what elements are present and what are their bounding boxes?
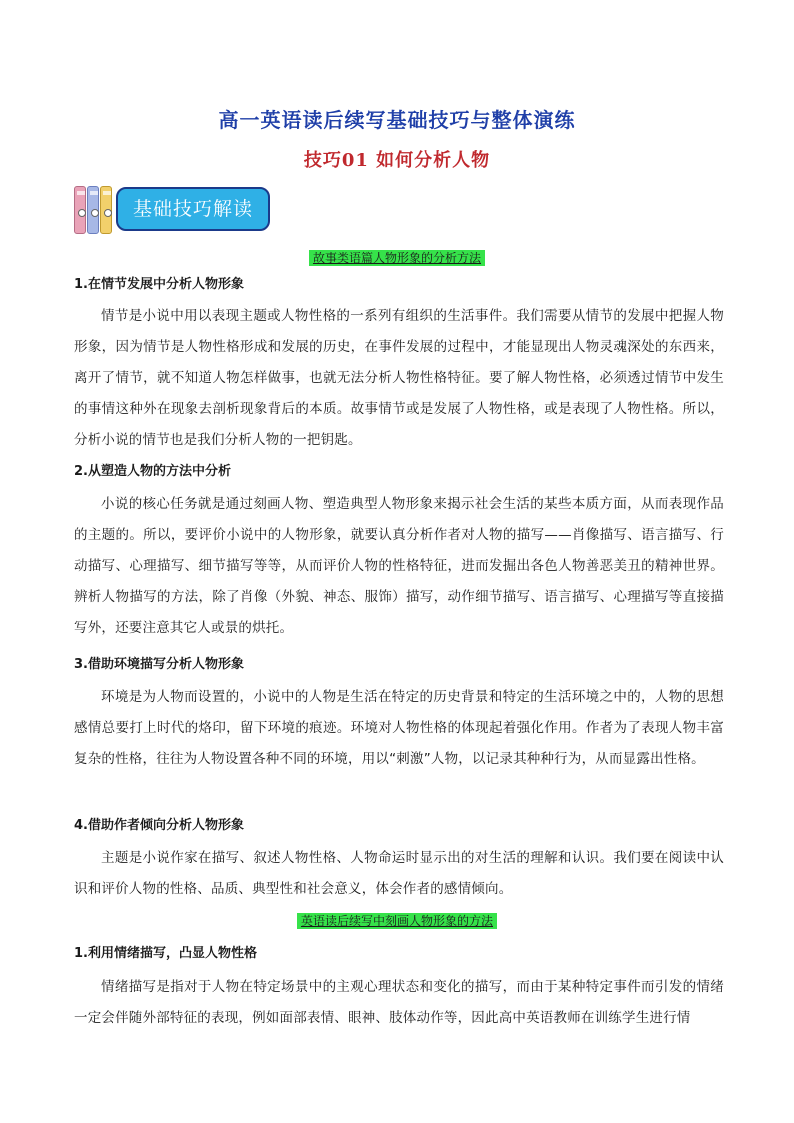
paragraph: 情节是小说中用以表现主题或人物性格的一系列有组织的生活事件。我们需要从情节的发展中把握人物形象，因为情节是人物性格形成和发展的历史，在事件发展的过程中，才能显现出人物灵魂深处的东西来，离开了情节，就不知道人物怎样做事，也就无法分析人物性格特征。要了解人物性格，必须透过情节中发生的事情这种外在现象去剖析现象背后的本质。故事情节或是发展了人物性格，或是表现了人物性格。所以，分析小说的情节也是我们分析人物的一把钥匙。 <box>74 308 724 448</box>
paragraph: 环境是为人物而设置的，小说中的人物是生活在特定的历史背景和特定的生活环境之中的，人物的思想感情总要打上时代的烙印，留下环境的痕迹。环境对人物性格的体现起着强化作用。作者为了表现人物丰富复杂的性格，往往为人物设置各种不同的环境，用以“刺激”人物，以记录其种种行为，从而显露出性格。 <box>74 689 724 767</box>
section-badge <box>74 186 274 236</box>
highlight-heading <box>0 912 794 930</box>
highlight-heading-text: 故事类语篇人物形象的分析方法 <box>309 250 485 266</box>
paragraph: 情绪描写是指对于人物在特定场景中的主观心理状态和变化的描写，而由于某种特定事件而引发的情绪一定会伴随外部特征的表现，例如面部表情、眼神、肢体动作等，因此高中英语教师在训练学生进行情 <box>74 979 724 1026</box>
paragraph: 主题是小说作家在描写、叙述人物性格、人物命运时显示出的对生活的理解和认识。我们要在阅读中认识和评价人物的性格、品质、典型性和社会意义，体会作者的感情倾向。 <box>74 850 724 897</box>
paragraph: 小说的核心任务就是通过刻画人物、塑造典型人物形象来揭示社会生活的某些本质方面，从而表现作品的主题的。所以，要评价小说中的人物形象，就要认真分析作者对人物的描写——肖像描写、语言描写、行动描写、心理描写、细节描写等等，从而评价人物的性格特征，进而发掘出各色人物善恶美丑的精神世界。辨析人物描写的方法，除了肖像（外貌、神态、服饰）描写，动作细节描写、语言描写、心理描写等直接描写外，还要注意其它人或景的烘托。 <box>74 496 724 636</box>
highlight-heading <box>0 249 794 267</box>
binder-icon <box>100 186 112 234</box>
section-heading: 3.借助环境描写分析人物形象 <box>74 657 244 672</box>
highlight-heading-text: 英语读后续写中刻画人物形象的方法 <box>297 913 497 929</box>
binder-icon <box>74 186 86 234</box>
section-heading: 2.从塑造人物的方法中分析 <box>74 464 231 479</box>
document-title: 高一英语读后续写基础技巧与整体演练 <box>218 108 576 132</box>
section-heading: 4.借助作者倾向分析人物形象 <box>74 818 244 833</box>
section-badge-label: 基础技巧解读 <box>116 187 270 231</box>
binder-icon <box>87 186 99 234</box>
section-heading: 1.利用情绪描写，凸显人物性格 <box>74 946 257 961</box>
document-subtitle: 技巧01 如何分析人物 <box>303 150 491 171</box>
section-heading: 1.在情节发展中分析人物形象 <box>74 277 244 292</box>
